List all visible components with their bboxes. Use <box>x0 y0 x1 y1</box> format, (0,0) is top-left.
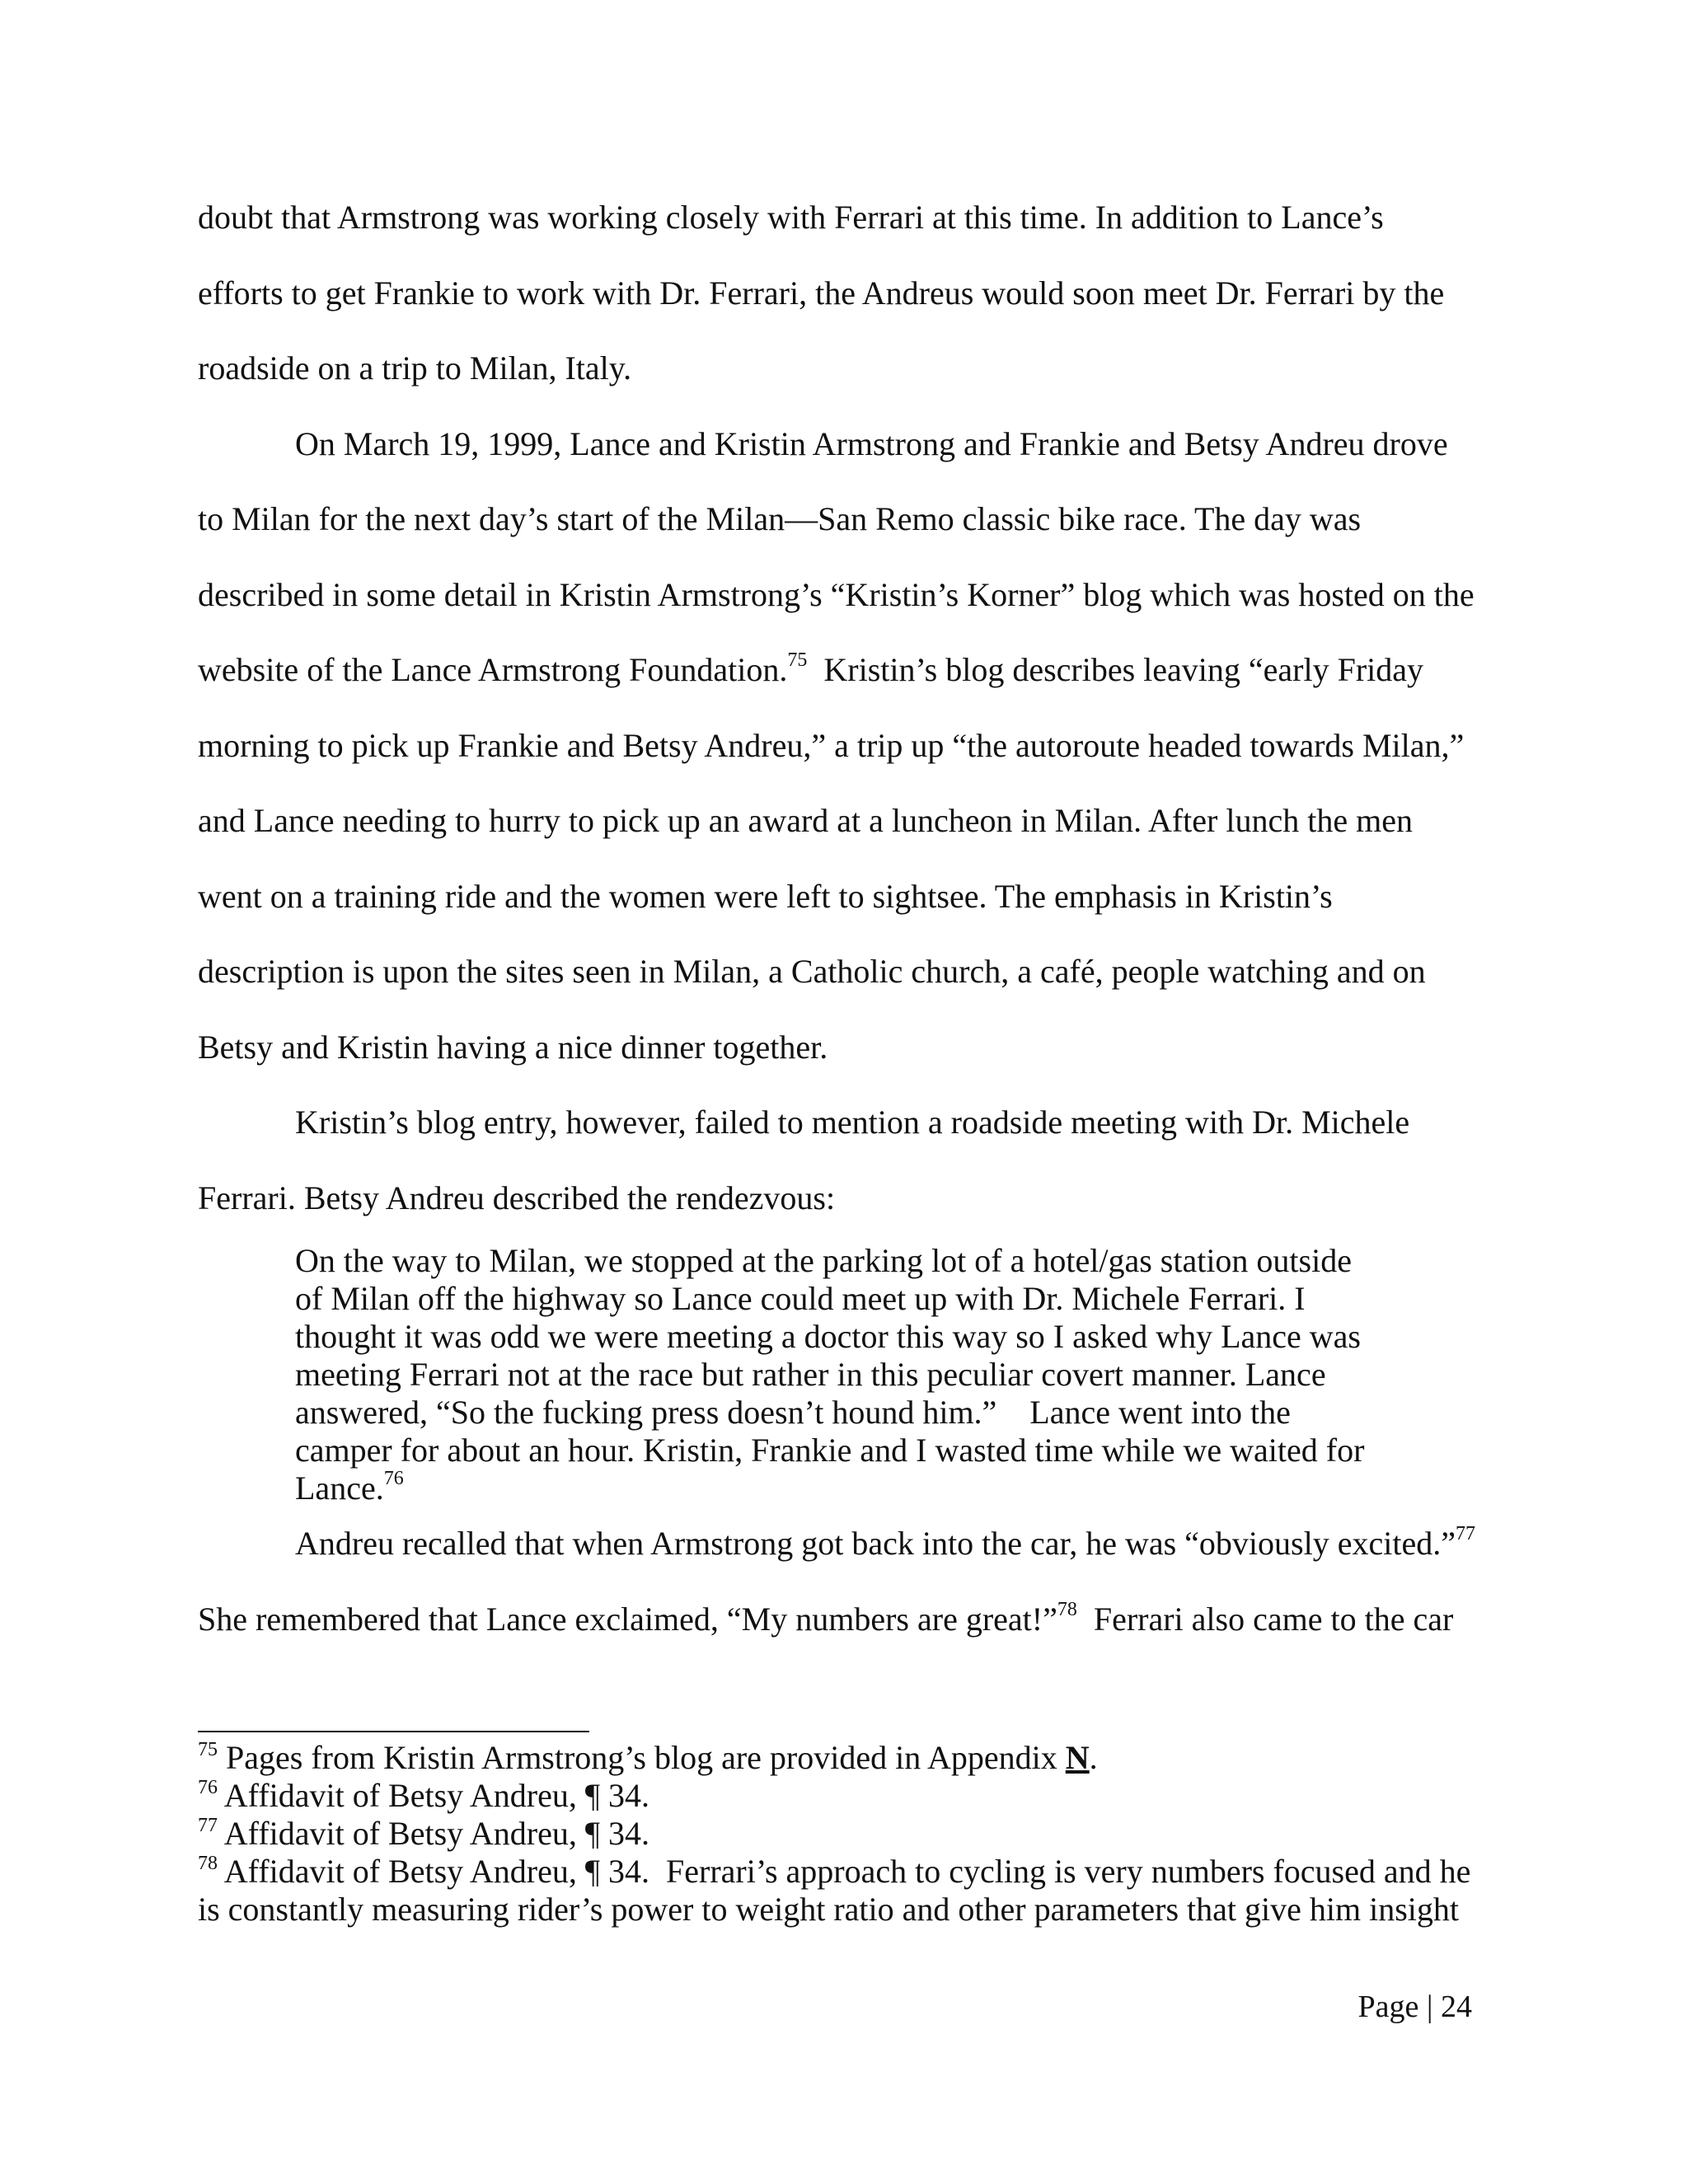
paragraph-line: description is upon the sites seen in Milan, a Catholic church, a café, people watching and on <box>198 953 1426 990</box>
text-segment: Kristin’s blog describes leaving “early Friday <box>807 651 1424 688</box>
text-segment: Andreu recalled that when Armstrong got back into the car, he was “obviously excited.” <box>295 1525 1456 1562</box>
footnote-text: Pages from Kristin Armstrong’s blog are provided in Appendix <box>226 1739 1066 1776</box>
paragraph-line: Kristin’s blog entry, however, failed to mention a roadside meeting with Dr. Michele <box>295 1104 1410 1141</box>
footnote-ref: 77 <box>1455 1523 1475 1544</box>
footnote <box>198 1739 1492 1777</box>
quote-line: answered, “So the fucking press doesn’t hound him.” Lance went into the <box>295 1394 1291 1431</box>
quote-line: On the way to Milan, we stopped at the parking lot of a hotel/gas station outside <box>295 1242 1352 1279</box>
footnote-ref: 78 <box>1057 1598 1077 1620</box>
paragraph-line: Betsy and Kristin having a nice dinner together. <box>198 1028 828 1066</box>
paragraph-line <box>198 1519 1484 1595</box>
text-segment: website of the Lance Armstrong Foundation. <box>198 651 788 688</box>
text-segment: Lance. <box>295 1469 384 1507</box>
paragraph-line: doubt that Armstrong was working closely with Ferrari at this time. In addition to Lance’s <box>198 199 1384 236</box>
paragraph-line <box>198 1595 1484 1671</box>
footnote <box>198 1815 1492 1853</box>
footnotes <box>198 1739 1492 1929</box>
body-text <box>198 193 1484 1670</box>
page-number: Page | 24 <box>1357 1990 1472 2024</box>
footnote-ref: 76 <box>383 1468 404 1489</box>
footnote-ref: 75 <box>787 649 808 671</box>
paragraph-line: went on a training ride and the women were left to sightsee. The emphasis in Kristin’s <box>198 877 1333 915</box>
footnote <box>198 1853 1492 1891</box>
quote-line: thought it was odd we were meeting a doctor this way so I asked why Lance was <box>295 1318 1361 1355</box>
quote-line: meeting Ferrari not at the race but rather in this peculiar covert manner. Lance <box>295 1356 1326 1393</box>
quote-line: of Milan off the highway so Lance could meet up with Dr. Michele Ferrari. I <box>295 1280 1306 1317</box>
footnote-number: 75 <box>198 1739 218 1760</box>
quote-line: camper for about an hour. Kristin, Frankie and I wasted time while we waited for <box>295 1432 1365 1469</box>
footnote-text: Affidavit of Betsy Andreu, ¶ 34. <box>223 1777 650 1814</box>
paragraph-line: and Lance needing to hurry to pick up an award at a luncheon in Milan. After lunch the men <box>198 802 1413 839</box>
footnote-text: Affidavit of Betsy Andreu, ¶ 34. Ferrari’s approach to cycling is very numbers focused and he <box>223 1853 1471 1890</box>
footnote-text: . <box>1089 1739 1098 1776</box>
footnote-number: 77 <box>198 1815 218 1836</box>
paragraph-line: described in some detail in Kristin Armstrong’s “Kristin’s Korner” blog which was hosted on the <box>198 575 1475 613</box>
footnote-continuation: is constantly measuring rider’s power to weight ratio and other parameters that give him insight <box>198 1891 1459 1928</box>
paragraph-line: efforts to get Frankie to work with Dr. Ferrari, the Andreus would soon meet Dr. Ferrari by the <box>198 274 1445 312</box>
block-quote <box>198 1242 1400 1507</box>
footnote <box>198 1777 1492 1815</box>
paragraph-line: On March 19, 1999, Lance and Kristin Armstrong and Frankie and Betsy Andreu drove <box>295 424 1448 462</box>
paragraph-line: morning to pick up Frankie and Betsy Andreu,” a trip up “the autoroute headed towards Milan,” <box>198 726 1465 764</box>
quote-line <box>295 1469 1400 1507</box>
paragraph-line: Ferrari. Betsy Andreu described the rendezvous: <box>198 1179 836 1216</box>
text-segment: She remembered that Lance exclaimed, “My numbers are great!” <box>198 1600 1057 1638</box>
paragraph-line: roadside on a trip to Milan, Italy. <box>198 349 632 387</box>
appendix-reference: N <box>1065 1739 1090 1776</box>
text-segment: Ferrari also came to the car <box>1076 1600 1454 1638</box>
footnote-text: Affidavit of Betsy Andreu, ¶ 34. <box>223 1815 650 1852</box>
paragraph-line: to Milan for the next day’s start of the Milan—San Remo classic bike race. The day was <box>198 500 1362 537</box>
footnote-separator <box>198 1731 589 1732</box>
footnote-number: 76 <box>198 1777 218 1798</box>
paragraph-line <box>198 645 1484 721</box>
footnote-number: 78 <box>198 1853 218 1874</box>
